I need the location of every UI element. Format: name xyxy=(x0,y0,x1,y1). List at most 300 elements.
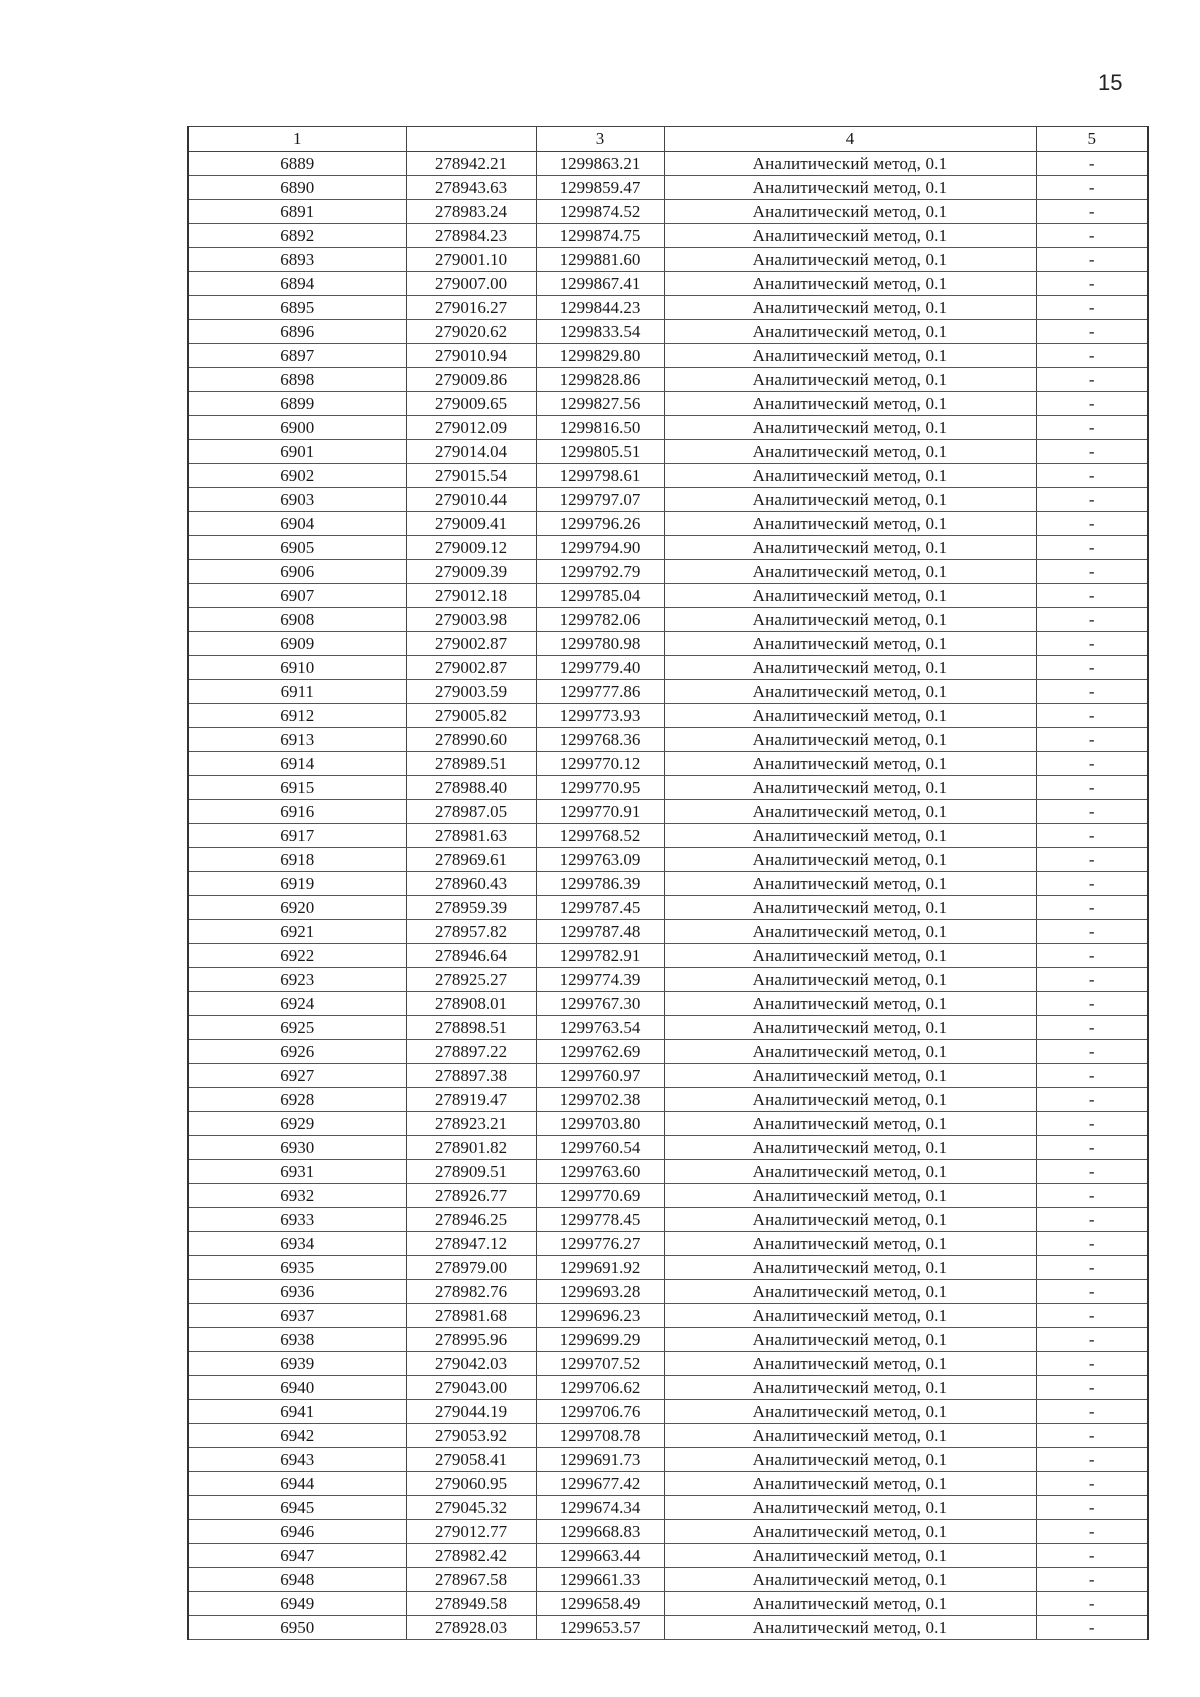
table-row xyxy=(188,1112,1148,1136)
coordinate-x-cell: 279003.59 xyxy=(406,680,536,704)
method-accuracy-cell: Аналитический метод, 0.1 xyxy=(664,1304,1036,1328)
coordinate-y-cell: 1299661.33 xyxy=(536,1568,664,1592)
method-accuracy-cell: Аналитический метод, 0.1 xyxy=(664,1112,1036,1136)
table-row xyxy=(188,704,1148,728)
coordinate-y-cell: 1299770.91 xyxy=(536,800,664,824)
coordinate-x-cell: 279016.27 xyxy=(406,296,536,320)
point-number-cell: 6925 xyxy=(188,1016,406,1040)
coordinate-y-cell: 1299881.60 xyxy=(536,248,664,272)
table-row xyxy=(188,848,1148,872)
point-number-cell: 6899 xyxy=(188,392,406,416)
coordinate-y-cell: 1299796.26 xyxy=(536,512,664,536)
coordinate-y-cell: 1299653.57 xyxy=(536,1616,664,1640)
table-row xyxy=(188,824,1148,848)
method-accuracy-cell: Аналитический метод, 0.1 xyxy=(664,1592,1036,1616)
table-row xyxy=(188,1160,1148,1184)
coordinate-x-cell: 278923.21 xyxy=(406,1112,536,1136)
point-number-cell: 6947 xyxy=(188,1544,406,1568)
method-accuracy-cell: Аналитический метод, 0.1 xyxy=(664,992,1036,1016)
coordinate-x-cell: 279002.87 xyxy=(406,632,536,656)
point-number-cell: 6939 xyxy=(188,1352,406,1376)
method-accuracy-cell: Аналитический метод, 0.1 xyxy=(664,1016,1036,1040)
point-number-cell: 6926 xyxy=(188,1040,406,1064)
note-cell: - xyxy=(1036,1496,1148,1520)
table-row xyxy=(188,1472,1148,1496)
method-accuracy-cell: Аналитический метод, 0.1 xyxy=(664,680,1036,704)
note-cell: - xyxy=(1036,488,1148,512)
note-cell: - xyxy=(1036,1520,1148,1544)
note-cell: - xyxy=(1036,1136,1148,1160)
coordinate-y-cell: 1299844.23 xyxy=(536,296,664,320)
table-row xyxy=(188,608,1148,632)
point-number-cell: 6910 xyxy=(188,656,406,680)
table-row xyxy=(188,1184,1148,1208)
note-cell: - xyxy=(1036,608,1148,632)
coordinate-x-cell: 279060.95 xyxy=(406,1472,536,1496)
coordinate-x-cell: 278909.51 xyxy=(406,1160,536,1184)
coordinate-y-cell: 1299763.09 xyxy=(536,848,664,872)
note-cell: - xyxy=(1036,1400,1148,1424)
coordinate-y-cell: 1299770.95 xyxy=(536,776,664,800)
note-cell: - xyxy=(1036,896,1148,920)
table-row xyxy=(188,1016,1148,1040)
point-number-cell: 6928 xyxy=(188,1088,406,1112)
method-accuracy-cell: Аналитический метод, 0.1 xyxy=(664,920,1036,944)
coordinate-x-cell: 278925.27 xyxy=(406,968,536,992)
coordinate-y-cell: 1299776.27 xyxy=(536,1232,664,1256)
point-number-cell: 6901 xyxy=(188,440,406,464)
note-cell: - xyxy=(1036,1592,1148,1616)
coordinate-y-cell: 1299828.86 xyxy=(536,368,664,392)
coordinate-y-cell: 1299773.93 xyxy=(536,704,664,728)
coordinate-x-cell: 278989.51 xyxy=(406,752,536,776)
table-row xyxy=(188,752,1148,776)
coordinate-y-cell: 1299699.29 xyxy=(536,1328,664,1352)
point-number-cell: 6944 xyxy=(188,1472,406,1496)
coordinate-x-cell: 279007.00 xyxy=(406,272,536,296)
table-row xyxy=(188,1064,1148,1088)
method-accuracy-cell: Аналитический метод, 0.1 xyxy=(664,464,1036,488)
point-number-cell: 6904 xyxy=(188,512,406,536)
table-row xyxy=(188,1400,1148,1424)
point-number-cell: 6927 xyxy=(188,1064,406,1088)
note-cell: - xyxy=(1036,920,1148,944)
note-cell: - xyxy=(1036,320,1148,344)
coordinate-y-cell: 1299708.78 xyxy=(536,1424,664,1448)
coordinate-y-cell: 1299782.91 xyxy=(536,944,664,968)
coordinate-x-cell: 279015.54 xyxy=(406,464,536,488)
table-row xyxy=(188,1280,1148,1304)
coordinate-x-cell: 278898.51 xyxy=(406,1016,536,1040)
note-cell: - xyxy=(1036,296,1148,320)
coordinate-y-cell: 1299674.34 xyxy=(536,1496,664,1520)
table-row xyxy=(188,896,1148,920)
coordinate-y-cell: 1299787.48 xyxy=(536,920,664,944)
note-cell: - xyxy=(1036,440,1148,464)
coordinate-y-cell: 1299693.28 xyxy=(536,1280,664,1304)
coordinates-table xyxy=(187,126,1149,1640)
coordinate-x-cell: 278988.40 xyxy=(406,776,536,800)
note-cell: - xyxy=(1036,848,1148,872)
method-accuracy-cell: Аналитический метод, 0.1 xyxy=(664,1232,1036,1256)
coordinate-y-cell: 1299774.39 xyxy=(536,968,664,992)
coordinate-y-cell: 1299833.54 xyxy=(536,320,664,344)
method-accuracy-cell: Аналитический метод, 0.1 xyxy=(664,1256,1036,1280)
point-number-cell: 6891 xyxy=(188,200,406,224)
table-row xyxy=(188,776,1148,800)
method-accuracy-cell: Аналитический метод, 0.1 xyxy=(664,1448,1036,1472)
method-accuracy-cell: Аналитический метод, 0.1 xyxy=(664,1064,1036,1088)
method-accuracy-cell: Аналитический метод, 0.1 xyxy=(664,1280,1036,1304)
table-row xyxy=(188,1616,1148,1640)
coordinate-y-cell: 1299787.45 xyxy=(536,896,664,920)
table-row xyxy=(188,272,1148,296)
coordinate-x-cell: 279020.62 xyxy=(406,320,536,344)
note-cell: - xyxy=(1036,1160,1148,1184)
coordinate-x-cell: 278981.68 xyxy=(406,1304,536,1328)
coordinate-y-cell: 1299768.52 xyxy=(536,824,664,848)
coordinate-x-cell: 279005.82 xyxy=(406,704,536,728)
coordinate-y-cell: 1299768.36 xyxy=(536,728,664,752)
table-row xyxy=(188,536,1148,560)
point-number-cell: 6920 xyxy=(188,896,406,920)
point-number-cell: 6921 xyxy=(188,920,406,944)
table-row xyxy=(188,296,1148,320)
header-col-1: 1 xyxy=(188,127,406,152)
coordinate-x-cell: 278981.63 xyxy=(406,824,536,848)
point-number-cell: 6932 xyxy=(188,1184,406,1208)
coordinate-x-cell: 278919.47 xyxy=(406,1088,536,1112)
coordinate-y-cell: 1299792.79 xyxy=(536,560,664,584)
method-accuracy-cell: Аналитический метод, 0.1 xyxy=(664,608,1036,632)
coordinate-x-cell: 278979.00 xyxy=(406,1256,536,1280)
coordinate-x-cell: 278969.61 xyxy=(406,848,536,872)
table-row xyxy=(188,224,1148,248)
page-number: 15 xyxy=(1098,70,1123,95)
point-number-cell: 6936 xyxy=(188,1280,406,1304)
table-row xyxy=(188,1136,1148,1160)
table-row xyxy=(188,152,1148,176)
method-accuracy-cell: Аналитический метод, 0.1 xyxy=(664,824,1036,848)
coordinate-x-cell: 279042.03 xyxy=(406,1352,536,1376)
point-number-cell: 6930 xyxy=(188,1136,406,1160)
method-accuracy-cell: Аналитический метод, 0.1 xyxy=(664,656,1036,680)
point-number-cell: 6915 xyxy=(188,776,406,800)
note-cell: - xyxy=(1036,1616,1148,1640)
note-cell: - xyxy=(1036,176,1148,200)
coordinate-y-cell: 1299658.49 xyxy=(536,1592,664,1616)
table-row xyxy=(188,800,1148,824)
coordinate-x-cell: 279001.10 xyxy=(406,248,536,272)
note-cell: - xyxy=(1036,1568,1148,1592)
coordinate-x-cell: 278960.43 xyxy=(406,872,536,896)
table-row xyxy=(188,1424,1148,1448)
note-cell: - xyxy=(1036,392,1148,416)
method-accuracy-cell: Аналитический метод, 0.1 xyxy=(664,944,1036,968)
coordinate-y-cell: 1299780.98 xyxy=(536,632,664,656)
note-cell: - xyxy=(1036,944,1148,968)
point-number-cell: 6890 xyxy=(188,176,406,200)
note-cell: - xyxy=(1036,560,1148,584)
table-row xyxy=(188,1568,1148,1592)
method-accuracy-cell: Аналитический метод, 0.1 xyxy=(664,368,1036,392)
table-header xyxy=(188,127,1148,152)
coordinate-y-cell: 1299786.39 xyxy=(536,872,664,896)
method-accuracy-cell: Аналитический метод, 0.1 xyxy=(664,200,1036,224)
method-accuracy-cell: Аналитический метод, 0.1 xyxy=(664,1400,1036,1424)
coordinate-x-cell: 278983.24 xyxy=(406,200,536,224)
coordinate-x-cell: 279009.86 xyxy=(406,368,536,392)
header-col-4: 4 xyxy=(664,127,1036,152)
method-accuracy-cell: Аналитический метод, 0.1 xyxy=(664,728,1036,752)
coordinate-x-cell: 278928.03 xyxy=(406,1616,536,1640)
table-row xyxy=(188,416,1148,440)
point-number-cell: 6889 xyxy=(188,152,406,176)
coordinate-x-cell: 278943.63 xyxy=(406,176,536,200)
method-accuracy-cell: Аналитический метод, 0.1 xyxy=(664,1472,1036,1496)
point-number-cell: 6929 xyxy=(188,1112,406,1136)
table-row xyxy=(188,560,1148,584)
coordinate-y-cell: 1299797.07 xyxy=(536,488,664,512)
method-accuracy-cell: Аналитический метод, 0.1 xyxy=(664,1352,1036,1376)
coordinate-y-cell: 1299874.52 xyxy=(536,200,664,224)
note-cell: - xyxy=(1036,1232,1148,1256)
point-number-cell: 6905 xyxy=(188,536,406,560)
point-number-cell: 6906 xyxy=(188,560,406,584)
coordinate-x-cell: 278995.96 xyxy=(406,1328,536,1352)
method-accuracy-cell: Аналитический метод, 0.1 xyxy=(664,872,1036,896)
table-row xyxy=(188,1352,1148,1376)
method-accuracy-cell: Аналитический метод, 0.1 xyxy=(664,1568,1036,1592)
coordinate-y-cell: 1299770.12 xyxy=(536,752,664,776)
coordinate-x-cell: 279002.87 xyxy=(406,656,536,680)
table-row xyxy=(188,1040,1148,1064)
coordinate-y-cell: 1299703.80 xyxy=(536,1112,664,1136)
note-cell: - xyxy=(1036,1280,1148,1304)
note-cell: - xyxy=(1036,1256,1148,1280)
note-cell: - xyxy=(1036,992,1148,1016)
coordinate-y-cell: 1299777.86 xyxy=(536,680,664,704)
note-cell: - xyxy=(1036,1448,1148,1472)
coordinate-y-cell: 1299778.45 xyxy=(536,1208,664,1232)
method-accuracy-cell: Аналитический метод, 0.1 xyxy=(664,1208,1036,1232)
note-cell: - xyxy=(1036,1472,1148,1496)
table-row xyxy=(188,728,1148,752)
method-accuracy-cell: Аналитический метод, 0.1 xyxy=(664,488,1036,512)
coordinate-y-cell: 1299829.80 xyxy=(536,344,664,368)
coordinate-y-cell: 1299798.61 xyxy=(536,464,664,488)
note-cell: - xyxy=(1036,968,1148,992)
coordinate-x-cell: 279053.92 xyxy=(406,1424,536,1448)
table-body xyxy=(188,152,1148,1640)
table-row xyxy=(188,1544,1148,1568)
coordinate-x-cell: 279012.18 xyxy=(406,584,536,608)
header-col-3: 3 xyxy=(536,127,664,152)
table-row xyxy=(188,656,1148,680)
method-accuracy-cell: Аналитический метод, 0.1 xyxy=(664,320,1036,344)
coordinate-y-cell: 1299760.97 xyxy=(536,1064,664,1088)
table-row xyxy=(188,392,1148,416)
coordinate-y-cell: 1299663.44 xyxy=(536,1544,664,1568)
header-row xyxy=(188,127,1148,152)
note-cell: - xyxy=(1036,824,1148,848)
method-accuracy-cell: Аналитический метод, 0.1 xyxy=(664,176,1036,200)
coordinate-y-cell: 1299816.50 xyxy=(536,416,664,440)
table-row xyxy=(188,968,1148,992)
note-cell: - xyxy=(1036,224,1148,248)
coordinate-y-cell: 1299827.56 xyxy=(536,392,664,416)
note-cell: - xyxy=(1036,1088,1148,1112)
coordinate-x-cell: 279012.77 xyxy=(406,1520,536,1544)
table-row xyxy=(188,464,1148,488)
point-number-cell: 6937 xyxy=(188,1304,406,1328)
coordinate-y-cell: 1299794.90 xyxy=(536,536,664,560)
method-accuracy-cell: Аналитический метод, 0.1 xyxy=(664,848,1036,872)
coordinate-x-cell: 279014.04 xyxy=(406,440,536,464)
point-number-cell: 6903 xyxy=(188,488,406,512)
note-cell: - xyxy=(1036,1064,1148,1088)
method-accuracy-cell: Аналитический метод, 0.1 xyxy=(664,968,1036,992)
table-row xyxy=(188,440,1148,464)
method-accuracy-cell: Аналитический метод, 0.1 xyxy=(664,392,1036,416)
table-row xyxy=(188,632,1148,656)
point-number-cell: 6950 xyxy=(188,1616,406,1640)
header-col-5: 5 xyxy=(1036,127,1148,152)
table-row xyxy=(188,248,1148,272)
coordinate-x-cell: 279010.94 xyxy=(406,344,536,368)
coordinates-table-container xyxy=(187,126,1147,1640)
note-cell: - xyxy=(1036,272,1148,296)
point-number-cell: 6907 xyxy=(188,584,406,608)
coordinate-x-cell: 278949.58 xyxy=(406,1592,536,1616)
point-number-cell: 6918 xyxy=(188,848,406,872)
point-number-cell: 6912 xyxy=(188,704,406,728)
table-row xyxy=(188,488,1148,512)
method-accuracy-cell: Аналитический метод, 0.1 xyxy=(664,1376,1036,1400)
point-number-cell: 6900 xyxy=(188,416,406,440)
table-row xyxy=(188,1592,1148,1616)
coordinate-x-cell: 279012.09 xyxy=(406,416,536,440)
method-accuracy-cell: Аналитический метод, 0.1 xyxy=(664,1040,1036,1064)
method-accuracy-cell: Аналитический метод, 0.1 xyxy=(664,536,1036,560)
note-cell: - xyxy=(1036,1304,1148,1328)
point-number-cell: 6941 xyxy=(188,1400,406,1424)
table-row xyxy=(188,920,1148,944)
note-cell: - xyxy=(1036,344,1148,368)
point-number-cell: 6933 xyxy=(188,1208,406,1232)
point-number-cell: 6898 xyxy=(188,368,406,392)
note-cell: - xyxy=(1036,728,1148,752)
coordinate-y-cell: 1299762.69 xyxy=(536,1040,664,1064)
coordinate-x-cell: 279044.19 xyxy=(406,1400,536,1424)
table-row xyxy=(188,1448,1148,1472)
point-number-cell: 6914 xyxy=(188,752,406,776)
coordinate-y-cell: 1299767.30 xyxy=(536,992,664,1016)
coordinate-y-cell: 1299691.92 xyxy=(536,1256,664,1280)
table-row xyxy=(188,1232,1148,1256)
point-number-cell: 6942 xyxy=(188,1424,406,1448)
table-row xyxy=(188,1520,1148,1544)
coordinate-x-cell: 278947.12 xyxy=(406,1232,536,1256)
note-cell: - xyxy=(1036,704,1148,728)
point-number-cell: 6892 xyxy=(188,224,406,248)
method-accuracy-cell: Аналитический метод, 0.1 xyxy=(664,272,1036,296)
point-number-cell: 6894 xyxy=(188,272,406,296)
coordinate-y-cell: 1299782.06 xyxy=(536,608,664,632)
point-number-cell: 6923 xyxy=(188,968,406,992)
method-accuracy-cell: Аналитический метод, 0.1 xyxy=(664,344,1036,368)
point-number-cell: 6917 xyxy=(188,824,406,848)
note-cell: - xyxy=(1036,512,1148,536)
point-number-cell: 6913 xyxy=(188,728,406,752)
coordinate-y-cell: 1299763.60 xyxy=(536,1160,664,1184)
coordinate-x-cell: 278990.60 xyxy=(406,728,536,752)
method-accuracy-cell: Аналитический метод, 0.1 xyxy=(664,560,1036,584)
method-accuracy-cell: Аналитический метод, 0.1 xyxy=(664,584,1036,608)
method-accuracy-cell: Аналитический метод, 0.1 xyxy=(664,896,1036,920)
coordinate-x-cell: 278926.77 xyxy=(406,1184,536,1208)
note-cell: - xyxy=(1036,1328,1148,1352)
coordinate-x-cell: 278901.82 xyxy=(406,1136,536,1160)
note-cell: - xyxy=(1036,1376,1148,1400)
note-cell: - xyxy=(1036,776,1148,800)
note-cell: - xyxy=(1036,800,1148,824)
method-accuracy-cell: Аналитический метод, 0.1 xyxy=(664,1424,1036,1448)
point-number-cell: 6909 xyxy=(188,632,406,656)
table-row xyxy=(188,344,1148,368)
table-row xyxy=(188,512,1148,536)
table-row xyxy=(188,1304,1148,1328)
method-accuracy-cell: Аналитический метод, 0.1 xyxy=(664,440,1036,464)
note-cell: - xyxy=(1036,152,1148,176)
method-accuracy-cell: Аналитический метод, 0.1 xyxy=(664,632,1036,656)
method-accuracy-cell: Аналитический метод, 0.1 xyxy=(664,704,1036,728)
coordinate-y-cell: 1299696.23 xyxy=(536,1304,664,1328)
point-number-cell: 6924 xyxy=(188,992,406,1016)
coordinate-y-cell: 1299805.51 xyxy=(536,440,664,464)
table-row xyxy=(188,584,1148,608)
coordinate-x-cell: 278987.05 xyxy=(406,800,536,824)
coordinate-y-cell: 1299859.47 xyxy=(536,176,664,200)
method-accuracy-cell: Аналитический метод, 0.1 xyxy=(664,1328,1036,1352)
point-number-cell: 6893 xyxy=(188,248,406,272)
point-number-cell: 6935 xyxy=(188,1256,406,1280)
coordinate-x-cell: 278946.64 xyxy=(406,944,536,968)
table-row xyxy=(188,1376,1148,1400)
point-number-cell: 6896 xyxy=(188,320,406,344)
point-number-cell: 6938 xyxy=(188,1328,406,1352)
table-row xyxy=(188,872,1148,896)
table-row xyxy=(188,1256,1148,1280)
coordinate-y-cell: 1299707.52 xyxy=(536,1352,664,1376)
coordinate-y-cell: 1299702.38 xyxy=(536,1088,664,1112)
note-cell: - xyxy=(1036,680,1148,704)
coordinate-x-cell: 278982.42 xyxy=(406,1544,536,1568)
coordinate-y-cell: 1299874.75 xyxy=(536,224,664,248)
method-accuracy-cell: Аналитический метод, 0.1 xyxy=(664,752,1036,776)
note-cell: - xyxy=(1036,1544,1148,1568)
method-accuracy-cell: Аналитический метод, 0.1 xyxy=(664,296,1036,320)
method-accuracy-cell: Аналитический метод, 0.1 xyxy=(664,416,1036,440)
table-row xyxy=(188,368,1148,392)
method-accuracy-cell: Аналитический метод, 0.1 xyxy=(664,224,1036,248)
method-accuracy-cell: Аналитический метод, 0.1 xyxy=(664,800,1036,824)
point-number-cell: 6934 xyxy=(188,1232,406,1256)
coordinate-y-cell: 1299706.76 xyxy=(536,1400,664,1424)
coordinate-y-cell: 1299763.54 xyxy=(536,1016,664,1040)
method-accuracy-cell: Аналитический метод, 0.1 xyxy=(664,1184,1036,1208)
point-number-cell: 6949 xyxy=(188,1592,406,1616)
